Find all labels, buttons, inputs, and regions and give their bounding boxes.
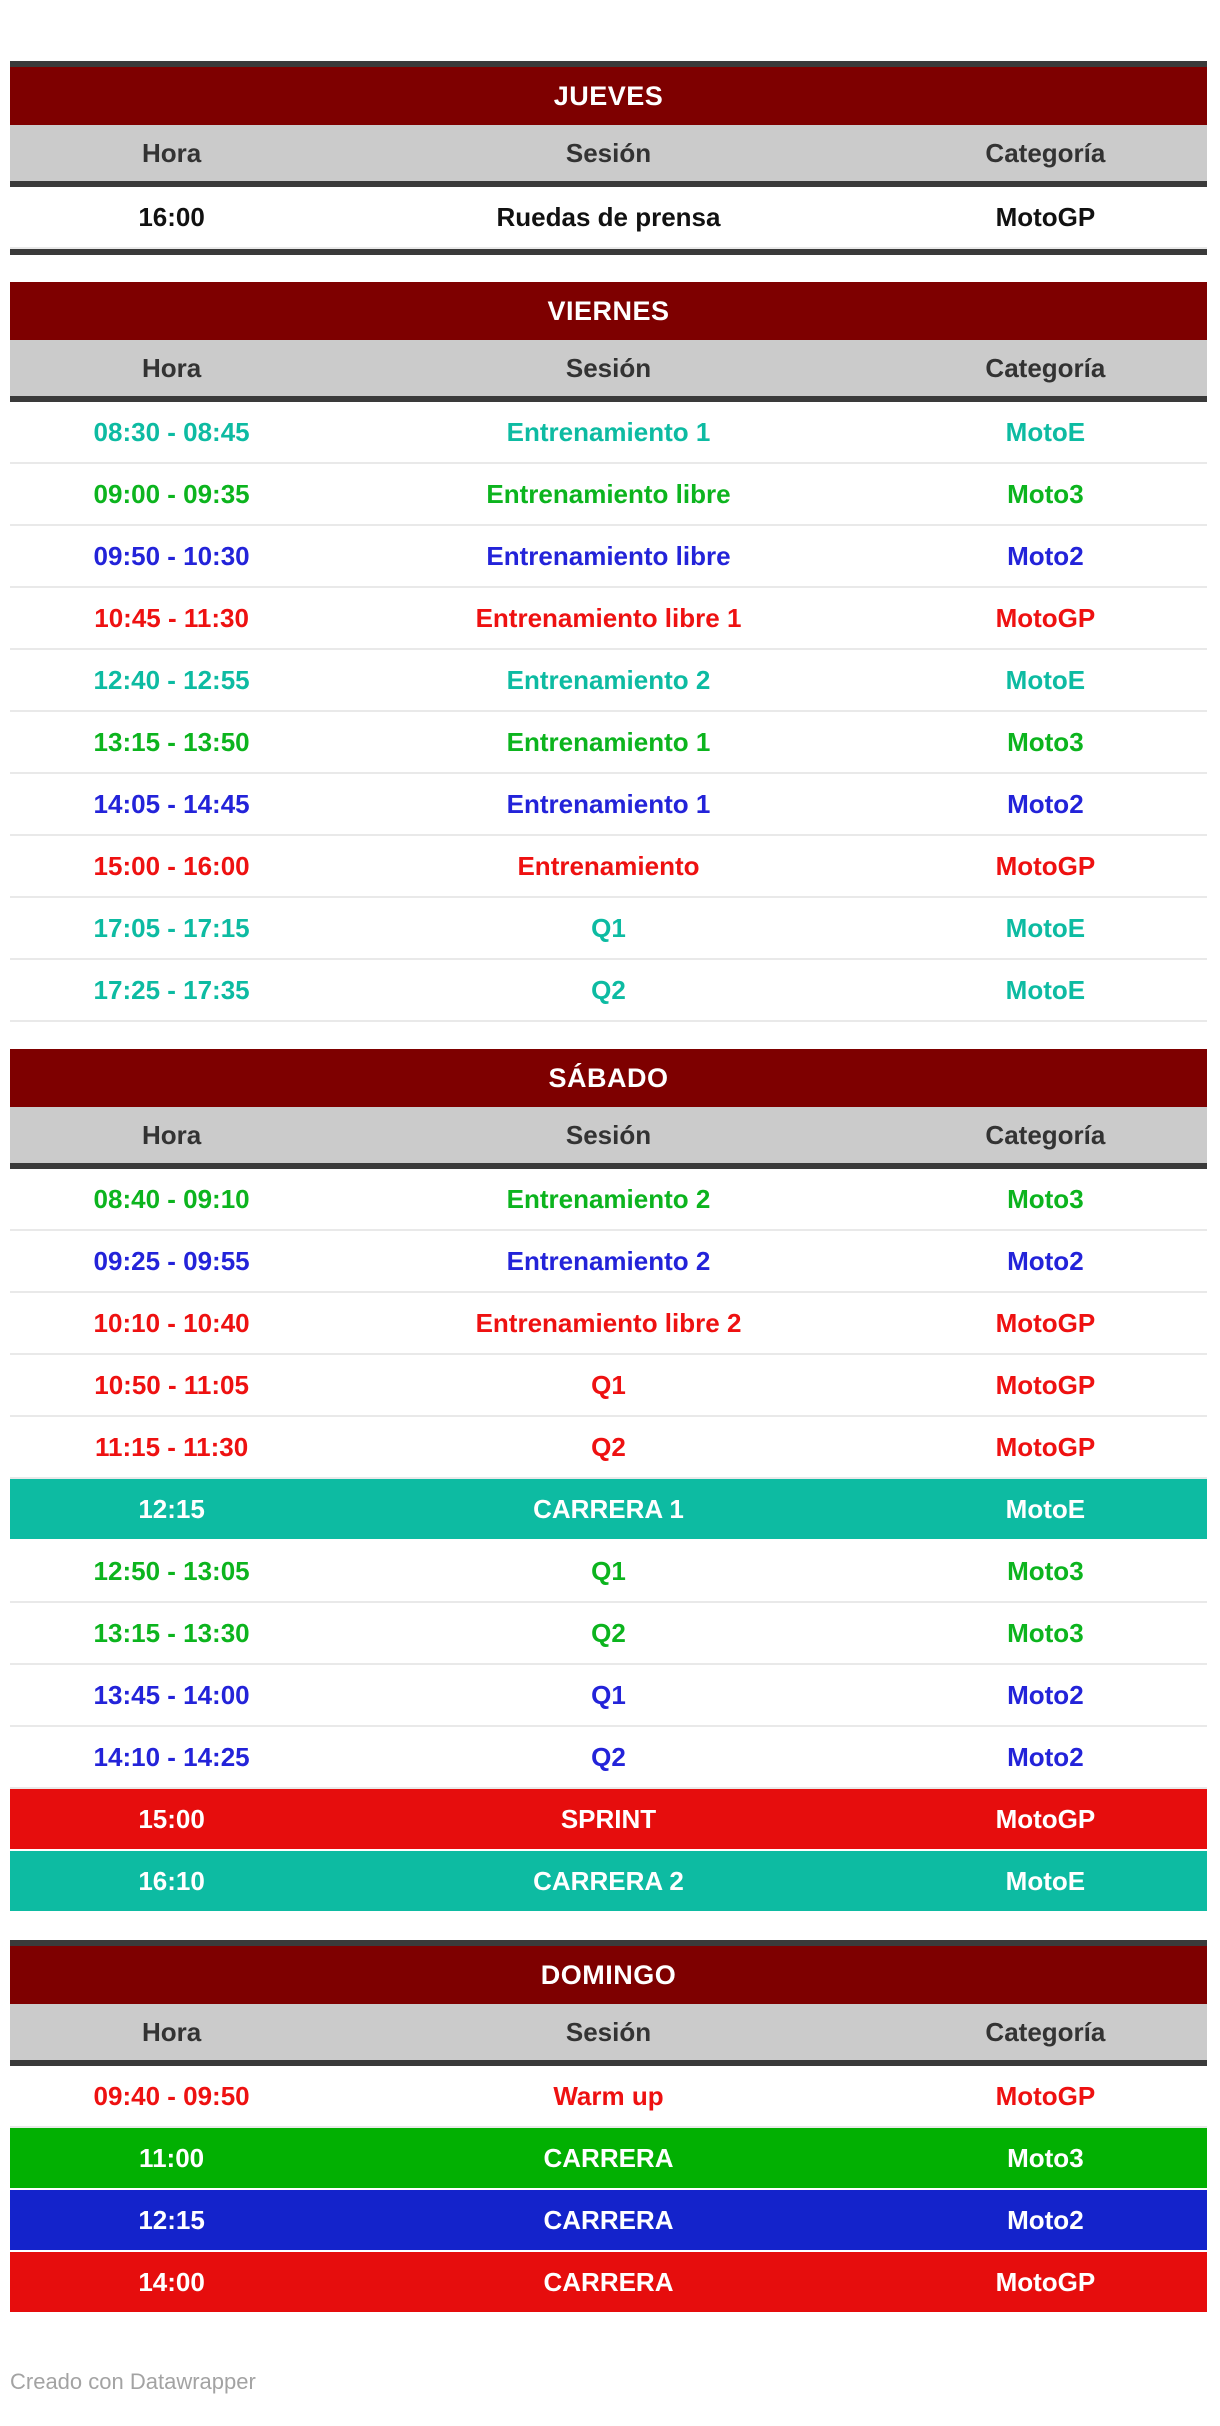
column-header-time: Hora <box>141 2016 202 2047</box>
time-cell: 12:15 <box>138 1493 205 1524</box>
table-row <box>10 2190 1207 2252</box>
time-cell: 12:50 - 13:05 <box>93 1555 250 1586</box>
table-row <box>10 960 1207 1022</box>
session-cell: Entrenamiento 1 <box>506 416 711 447</box>
column-header-row <box>10 1107 1207 1169</box>
time-cell: 14:05 - 14:45 <box>93 788 250 819</box>
time-cell: 10:50 - 11:05 <box>94 1369 249 1400</box>
table-row <box>10 1727 1207 1789</box>
session-cell: Q2 <box>591 1431 626 1462</box>
table-row <box>10 2066 1207 2128</box>
session-cell: Entrenamiento libre <box>486 478 731 509</box>
category-cell: MotoE <box>1005 1493 1086 1524</box>
time-cell: 17:05 - 17:15 <box>93 912 250 943</box>
table-row <box>10 464 1207 526</box>
category-cell: Moto3 <box>1007 2142 1084 2173</box>
column-header-category: Categoría <box>985 137 1106 168</box>
time-cell: 08:40 - 09:10 <box>93 1183 250 1214</box>
column-header-session: Sesión <box>565 1119 652 1150</box>
category-cell: MotoGP <box>995 1431 1096 1462</box>
table-row <box>10 1417 1207 1479</box>
day-table-sabado <box>10 1049 1207 1913</box>
time-cell: 09:25 - 09:55 <box>93 1245 250 1276</box>
table-row <box>10 2252 1207 2314</box>
schedule-tables <box>10 61 1207 2314</box>
column-header-time: Hora <box>141 352 202 383</box>
column-header-category: Categoría <box>985 2016 1106 2047</box>
table-row <box>10 187 1207 249</box>
time-cell: 17:25 - 17:35 <box>93 974 250 1005</box>
category-cell: MotoGP <box>995 1803 1096 1834</box>
time-cell: 09:00 - 09:35 <box>93 478 250 509</box>
category-cell: MotoE <box>1005 912 1086 943</box>
session-cell: Entrenamiento libre 1 <box>475 602 742 633</box>
session-cell: Entrenamiento 1 <box>506 726 711 757</box>
table-row <box>10 650 1207 712</box>
day-header-viernes: VIERNES <box>10 282 1207 340</box>
category-cell: Moto2 <box>1007 1741 1084 1772</box>
category-cell: Moto3 <box>1007 1183 1084 1214</box>
category-cell: MotoGP <box>995 850 1096 881</box>
day-header-domingo: DOMINGO <box>10 1946 1207 2004</box>
time-cell: 16:10 <box>138 1865 205 1896</box>
day-header-jueves: JUEVES <box>10 67 1207 125</box>
time-cell: 12:40 - 12:55 <box>93 664 250 695</box>
category-cell: MotoE <box>1005 974 1086 1005</box>
column-header-time: Hora <box>141 1119 202 1150</box>
time-cell: 13:45 - 14:00 <box>93 1679 250 1710</box>
time-cell: 15:00 <box>138 1803 205 1834</box>
table-row <box>10 1231 1207 1293</box>
category-cell: Moto2 <box>1007 1679 1084 1710</box>
time-cell: 11:15 - 11:30 <box>94 1431 249 1462</box>
day-table-jueves <box>10 61 1207 255</box>
session-cell: Warm up <box>553 2080 664 2111</box>
category-cell: Moto2 <box>1007 788 1084 819</box>
category-cell: MotoGP <box>995 1307 1096 1338</box>
time-cell: 11:00 <box>139 2142 205 2173</box>
category-cell: Moto3 <box>1007 1617 1084 1648</box>
time-cell: 12:15 <box>138 2204 205 2235</box>
time-cell: 14:00 <box>138 2266 205 2297</box>
session-cell: Entrenamiento libre <box>486 540 731 571</box>
table-row <box>10 1603 1207 1665</box>
time-cell: 10:45 - 11:30 <box>94 602 249 633</box>
column-header-row <box>10 2004 1207 2066</box>
time-cell: 13:15 - 13:30 <box>93 1617 250 1648</box>
day-header-sabado: SÁBADO <box>10 1049 1207 1107</box>
time-cell: 16:00 <box>138 201 205 232</box>
session-cell: Entrenamiento 1 <box>506 788 711 819</box>
session-cell: Entrenamiento <box>517 850 700 881</box>
column-header-session: Sesión <box>565 2016 652 2047</box>
column-header-session: Sesión <box>565 352 652 383</box>
table-row <box>10 898 1207 960</box>
category-cell: MotoE <box>1005 1865 1086 1896</box>
day-table-viernes <box>10 282 1207 1022</box>
category-cell: MotoE <box>1005 664 1086 695</box>
table-row <box>10 1665 1207 1727</box>
time-cell: 13:15 - 13:50 <box>93 726 250 757</box>
datawrapper-credit[interactable]: Creado con Datawrapper <box>10 2369 256 2394</box>
table-row <box>10 1479 1207 1541</box>
session-cell: CARRERA <box>543 2266 674 2297</box>
table-row <box>10 402 1207 464</box>
session-cell: Entrenamiento libre 2 <box>475 1307 742 1338</box>
time-cell: 09:50 - 10:30 <box>93 540 250 571</box>
category-cell: Moto3 <box>1007 1555 1084 1586</box>
column-header-row <box>10 125 1207 187</box>
column-header-category: Categoría <box>985 1119 1106 1150</box>
session-cell: Ruedas de prensa <box>496 201 721 232</box>
session-cell: Q2 <box>591 974 626 1005</box>
column-header-time: Hora <box>141 137 202 168</box>
category-cell: Moto3 <box>1007 726 1084 757</box>
session-cell: SPRINT <box>560 1803 657 1834</box>
column-header-session: Sesión <box>565 137 652 168</box>
session-cell: CARRERA 2 <box>533 1865 684 1896</box>
category-cell: MotoGP <box>995 602 1096 633</box>
session-cell: Q2 <box>591 1741 626 1772</box>
category-cell: Moto2 <box>1007 1245 1084 1276</box>
time-cell: 14:10 - 14:25 <box>93 1741 250 1772</box>
session-cell: Q1 <box>591 1555 626 1586</box>
table-row <box>10 526 1207 588</box>
category-cell: MotoGP <box>995 1369 1096 1400</box>
time-cell: 15:00 - 16:00 <box>93 850 250 881</box>
time-cell: 10:10 - 10:40 <box>93 1307 250 1338</box>
session-cell: CARRERA 1 <box>533 1493 684 1524</box>
table-row <box>10 1293 1207 1355</box>
table-row <box>10 774 1207 836</box>
table-row <box>10 588 1207 650</box>
category-cell: MotoGP <box>995 201 1096 232</box>
session-cell: Q2 <box>591 1617 626 1648</box>
category-cell: MotoGP <box>995 2266 1096 2297</box>
session-cell: Entrenamiento 2 <box>506 1245 711 1276</box>
table-row <box>10 1851 1207 1913</box>
session-cell: Entrenamiento 2 <box>506 664 711 695</box>
table-row <box>10 1355 1207 1417</box>
table-row <box>10 712 1207 774</box>
category-cell: Moto3 <box>1007 478 1084 509</box>
column-header-row <box>10 340 1207 402</box>
table-row <box>10 1541 1207 1603</box>
session-cell: Entrenamiento 2 <box>506 1183 711 1214</box>
time-cell: 09:40 - 09:50 <box>93 2080 250 2111</box>
column-header-category: Categoría <box>985 352 1106 383</box>
session-cell: CARRERA <box>543 2142 674 2173</box>
category-cell: Moto2 <box>1007 540 1084 571</box>
category-cell: MotoGP <box>995 2080 1096 2111</box>
table-row <box>10 2128 1207 2190</box>
category-cell: Moto2 <box>1007 2204 1084 2235</box>
table-row <box>10 836 1207 898</box>
time-cell: 08:30 - 08:45 <box>93 416 250 447</box>
session-cell: Q1 <box>591 912 626 943</box>
table-row <box>10 1789 1207 1851</box>
session-cell: Q1 <box>591 1369 626 1400</box>
session-cell: CARRERA <box>543 2204 674 2235</box>
category-cell: MotoE <box>1005 416 1086 447</box>
session-cell: Q1 <box>591 1679 626 1710</box>
table-row <box>10 1169 1207 1231</box>
day-table-domingo <box>10 1940 1207 2314</box>
